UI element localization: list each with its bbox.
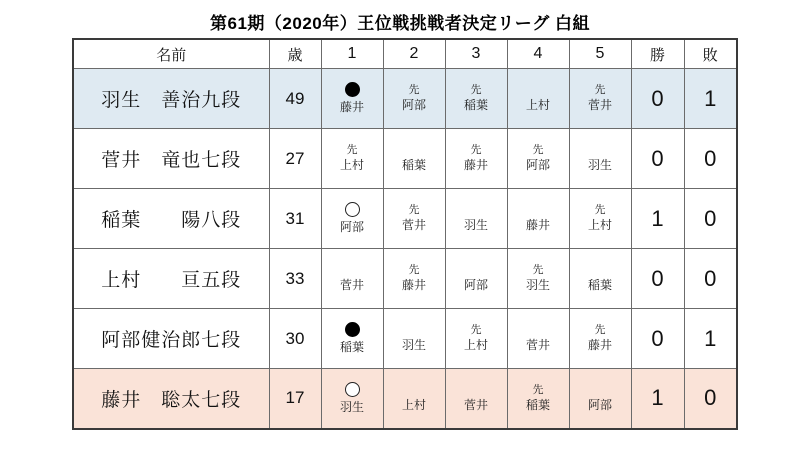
table-row	[73, 129, 737, 189]
match-cell	[321, 129, 383, 189]
wins-count: 0	[631, 309, 684, 369]
player-name: 稲葉 陽八段	[73, 189, 269, 249]
opponent-label: 羽生	[339, 400, 364, 415]
opponent-label: 菅井	[339, 278, 364, 293]
opponent-label: 菅井	[587, 98, 612, 113]
wins-count: 1	[631, 189, 684, 249]
match-cell	[507, 189, 569, 249]
match-cell-inner	[446, 370, 507, 426]
losses-count: 0	[684, 129, 737, 189]
opponent-label: 藤井	[587, 338, 612, 353]
opponent-label: 阿部	[463, 278, 488, 293]
match-cell-inner	[384, 370, 445, 426]
match-cell-inner	[446, 131, 507, 187]
player-name: 羽生 善治九段	[73, 69, 269, 129]
match-cell	[321, 249, 383, 309]
table-row	[73, 369, 737, 429]
match-cell-inner	[570, 251, 631, 307]
losses-count: 0	[684, 369, 737, 429]
player-name: 藤井 聡太七段	[73, 369, 269, 429]
match-cell	[383, 369, 445, 429]
match-cell	[445, 369, 507, 429]
sente-label: 先	[408, 264, 420, 277]
sente-label: 先	[532, 264, 544, 277]
match-cell	[321, 369, 383, 429]
opponent-label: 阿部	[525, 158, 550, 173]
opponent-label: 上村	[587, 218, 612, 233]
match-cell	[507, 129, 569, 189]
match-cell-inner	[384, 131, 445, 187]
losses-count: 0	[684, 249, 737, 309]
match-cell	[569, 69, 631, 129]
filled-circle-icon	[345, 322, 360, 337]
header-round-1: 1	[321, 39, 383, 69]
table-row	[73, 249, 737, 309]
match-cell	[383, 189, 445, 249]
opponent-label: 阿部	[587, 398, 612, 413]
match-cell	[383, 309, 445, 369]
match-cell	[321, 309, 383, 369]
match-cell-inner	[508, 71, 569, 127]
table-row	[73, 309, 737, 369]
opponent-label: 稲葉	[463, 98, 488, 113]
opponent-label: 稲葉	[339, 340, 364, 355]
player-age: 27	[269, 129, 321, 189]
header-wins: 勝	[631, 39, 684, 69]
league-table-container	[72, 38, 728, 430]
wins-count: 0	[631, 69, 684, 129]
opponent-label: 藤井	[525, 218, 550, 233]
player-name: 菅井 竜也七段	[73, 129, 269, 189]
sente-label: 先	[470, 144, 482, 157]
match-cell	[507, 369, 569, 429]
match-cell-inner	[570, 370, 631, 426]
opponent-label: 稲葉	[401, 158, 426, 173]
opponent-label: 菅井	[463, 398, 488, 413]
opponent-label: 羽生	[401, 338, 426, 353]
league-table	[72, 38, 738, 430]
match-cell-inner	[446, 311, 507, 367]
match-cell	[569, 309, 631, 369]
opponent-label: 上村	[463, 338, 488, 353]
opponent-label: 阿部	[339, 220, 364, 235]
match-cell-inner	[508, 191, 569, 247]
match-cell-inner	[322, 71, 383, 127]
wins-count: 1	[631, 369, 684, 429]
opponent-label: 上村	[339, 158, 364, 173]
match-cell-inner	[508, 131, 569, 187]
match-cell-inner	[508, 311, 569, 367]
sente-label: 先	[594, 324, 606, 337]
match-cell-inner	[322, 131, 383, 187]
table-row	[73, 69, 737, 129]
match-cell	[569, 129, 631, 189]
player-name: 上村 亘五段	[73, 249, 269, 309]
match-cell	[445, 189, 507, 249]
match-cell-inner	[446, 191, 507, 247]
sente-label: 先	[532, 383, 544, 396]
match-cell-inner	[322, 191, 383, 247]
sente-label: 先	[532, 144, 544, 157]
opponent-label: 稲葉	[587, 278, 612, 293]
opponent-label: 上村	[525, 98, 550, 113]
header-name: 名前	[73, 39, 269, 69]
match-cell-inner	[570, 311, 631, 367]
player-age: 30	[269, 309, 321, 369]
losses-count: 1	[684, 69, 737, 129]
match-cell-inner	[508, 370, 569, 426]
opponent-label: 羽生	[525, 278, 550, 293]
wins-count: 0	[631, 249, 684, 309]
losses-count: 0	[684, 189, 737, 249]
match-cell-inner	[322, 370, 383, 426]
match-cell	[383, 69, 445, 129]
header-round-2: 2	[383, 39, 445, 69]
table-row	[73, 189, 737, 249]
match-cell	[445, 309, 507, 369]
page-title: 第61期（2020年）王位戦挑戦者決定リーグ 白組	[210, 14, 590, 33]
match-cell	[569, 189, 631, 249]
opponent-label: 羽生	[463, 218, 488, 233]
match-cell	[507, 69, 569, 129]
match-cell	[569, 369, 631, 429]
header-losses: 敗	[684, 39, 737, 69]
opponent-label: 上村	[401, 398, 426, 413]
match-cell	[507, 309, 569, 369]
match-cell-inner	[384, 251, 445, 307]
header-round-5: 5	[569, 39, 631, 69]
match-cell-inner	[446, 71, 507, 127]
player-age: 49	[269, 69, 321, 129]
sente-label: 先	[594, 204, 606, 217]
sente-label: 先	[408, 84, 420, 97]
match-cell	[321, 189, 383, 249]
sente-label: 先	[408, 204, 420, 217]
opponent-label: 菅井	[401, 218, 426, 233]
match-cell-inner	[384, 71, 445, 127]
match-cell-inner	[570, 71, 631, 127]
match-cell-inner	[384, 191, 445, 247]
opponent-label: 藤井	[401, 278, 426, 293]
player-age: 17	[269, 369, 321, 429]
filled-circle-icon	[345, 82, 360, 97]
match-cell-inner	[570, 191, 631, 247]
losses-count: 1	[684, 309, 737, 369]
match-cell-inner	[508, 251, 569, 307]
opponent-label: 菅井	[525, 338, 550, 353]
match-cell	[383, 249, 445, 309]
open-circle-icon	[345, 202, 360, 217]
match-cell	[445, 69, 507, 129]
match-cell	[569, 249, 631, 309]
match-cell	[445, 129, 507, 189]
player-age: 33	[269, 249, 321, 309]
player-age: 31	[269, 189, 321, 249]
sente-label: 先	[594, 84, 606, 97]
opponent-label: 稲葉	[525, 398, 550, 413]
sente-label: 先	[470, 324, 482, 337]
opponent-label: 羽生	[587, 158, 612, 173]
opponent-label: 藤井	[339, 100, 364, 115]
header-round-4: 4	[507, 39, 569, 69]
player-name: 阿部健治郎七段	[73, 309, 269, 369]
open-circle-icon	[345, 382, 360, 397]
wins-count: 0	[631, 129, 684, 189]
header-age: 歳	[269, 39, 321, 69]
match-cell-inner	[322, 311, 383, 367]
table-body	[73, 69, 737, 429]
sente-label: 先	[346, 144, 358, 157]
match-cell	[507, 249, 569, 309]
opponent-label: 藤井	[463, 158, 488, 173]
sente-label: 先	[470, 84, 482, 97]
match-cell	[321, 69, 383, 129]
match-cell-inner	[384, 311, 445, 367]
match-cell-inner	[446, 251, 507, 307]
table-header-row	[73, 39, 737, 69]
opponent-label: 阿部	[401, 98, 426, 113]
match-cell-inner	[570, 131, 631, 187]
match-cell-inner	[322, 251, 383, 307]
table-header	[73, 39, 737, 69]
header-round-3: 3	[445, 39, 507, 69]
match-cell	[445, 249, 507, 309]
match-cell	[383, 129, 445, 189]
